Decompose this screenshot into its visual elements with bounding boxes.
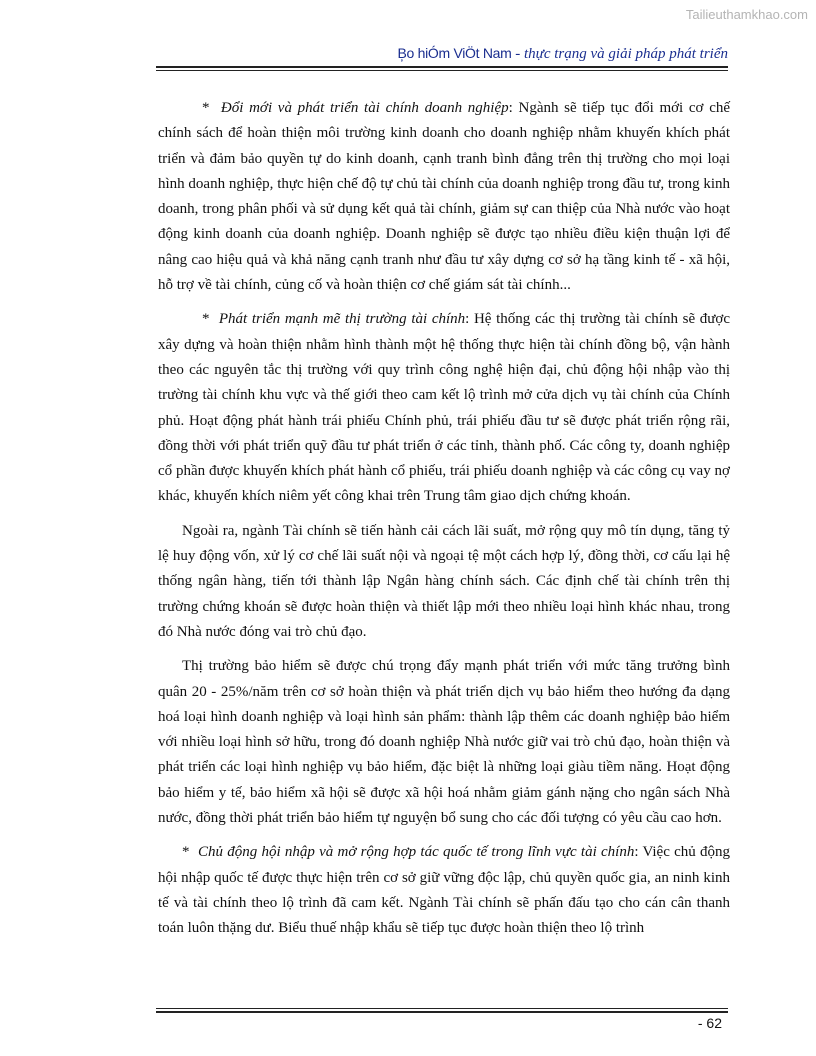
paragraph-insurance-market: Thị trường bảo hiểm sẽ được chú trọng đẩy mạnh phát triển với mức tăng trưởng bình quân 20 - 25%/năm trên cơ sở hoàn thiện và phát triển dịch vụ bảo hiểm theo hướng đa dạng hoá loại hình doanh nghiệp và loại hình sản phẩm: thành lập thêm các doanh nghiệp bảo hiểm với nhiều loại hình sở hữu, trong đó doanh nghiệp Nhà nước giữ vai trò chủ đạo, hoàn thiện và phát triển các loại hình nghiệp vụ bảo hiểm, đặc biệt là những loại giàu tiềm năng. Hoạt động bảo hiểm y tế, bảo hiểm xã hội sẽ được xã hội hoá nhằm giảm gánh nặng cho ngân sách Nhà nước, đồng thời phát triển bảo hiểm tự nguyện bổ sung cho các đối tượng có yêu cầu cao hơn. bbox=[158, 658, 730, 827]
bullet-marker: * bbox=[202, 100, 210, 116]
paragraph-heading: Phát triển mạnh mẽ thị trường tài chính bbox=[218, 311, 466, 328]
paragraph-enterprise-finance bbox=[158, 96, 730, 298]
bullet-marker: * bbox=[202, 311, 210, 328]
paragraph-text: : Ngành sẽ tiếp tục đổi mới cơ chế chính sách để hoàn thiện môi trường kinh doanh cho doanh nghiệp nhằm khuyến khích phát triển và đảm bảo quyền tự do kinh doanh, cạnh tranh bình đẳng trên thị trường cho mọi loại hình doanh nghiệp, thực hiện chế độ tự chủ tài chính của doanh nghiệp trong đầu tư, trong kinh doanh, trong phân phối và sử dụng kết quả tài chính, giảm sự can thiệp của Nhà nước vào hoạt động kinh doanh của doanh nghiệp. Doanh nghiệp sẽ được tạo nhiều điều kiện thuận lợi để nâng cao hiệu quả và khả năng cạnh tranh như đầu tư xây dựng cơ sở hạ tầng kinh tế - xã hội, hỗ trợ về tài chính, củng cố và hoàn thiện cơ chế giám sát tài chính... bbox=[158, 100, 731, 294]
paragraph-international-integration bbox=[158, 840, 730, 941]
header-subtitle: thực trạng và giải pháp phát triển bbox=[523, 46, 728, 62]
paragraph-heading: Chủ động hội nhập và mở rộng hợp tác quốc tế trong lĩnh vực tài chính bbox=[197, 844, 635, 861]
paragraph-banking-reform: Ngoài ra, ngành Tài chính sẽ tiến hành cải cách lãi suất, mở rộng quy mô tín dụng, tăng tỷ lệ huy động vốn, xử lý cơ chế lãi suất nội và ngoại tệ một cách hợp lý, đồng thời, cơ cấu lại hệ thống ngân hàng, tiến tới thành lập Ngân hàng chính sách. Các định chế tài chính trên thị trường chứng khoán sẽ được hoàn thiện và thiết lập mới theo nhiều loại hình khác nhau, trong đó Nhà nước đóng vai trò chủ đạo. bbox=[158, 522, 730, 640]
bullet-marker: * bbox=[182, 844, 190, 861]
header-rule bbox=[156, 66, 728, 71]
header-separator: - bbox=[511, 46, 524, 62]
body-text bbox=[158, 96, 730, 951]
page-number: - 62 bbox=[697, 1015, 722, 1031]
paragraph-text: : Hệ thống các thị trường tài chính sẽ được xây dựng và hoàn thiện nhằm hình thành một hệ thống thực hiện tài chính đồng bộ, vận hành theo các nguyên tắc thị trường với quy trình công nghệ hiện đại, chủ động hội nhập vào thị trường tài chính khu vực và thế giới theo cam kết lộ trình mở cửa dịch vụ tài chính của Chính phủ. Hoạt động phát hành trái phiếu Chính phủ, trái phiếu đầu tư sẽ được phát triển rộng rãi, đồng thời với phát triển quỹ đầu tư phát triển ở các tỉnh, thành phố. Các công ty, doanh nghiệp cổ phần được khuyến khích phát hành cổ phiếu, trái phiếu doanh nghiệp và các công cụ vay nợ khác, khuyến khích niêm yết công khai trên Trung tâm giao dịch chứng khoán. bbox=[158, 311, 730, 505]
paragraph-text: : Việc chủ động hội nhập quốc tế được thực hiện trên cơ sở giữ vững độc lập, chủ quyền quốc gia, an ninh kinh tế và tài chính theo lộ trình đã cam kết. Ngành Tài chính sẽ phấn đấu tạo cho cán cân thanh toán luôn thặng dư. Biểu thuế nhập khẩu sẽ tiếp tục được hoàn thiện theo lộ trình bbox=[158, 844, 731, 937]
running-header bbox=[156, 44, 728, 63]
paragraph-financial-market bbox=[158, 307, 730, 509]
footer-rule bbox=[156, 1008, 728, 1013]
watermark: Tailieuthamkhao.com bbox=[685, 7, 808, 22]
header-title: B̦o hiÓm ViÖt Nam bbox=[397, 45, 512, 61]
paragraph-heading: Đổi mới và phát triển tài chính doanh nghiệp bbox=[220, 100, 509, 116]
